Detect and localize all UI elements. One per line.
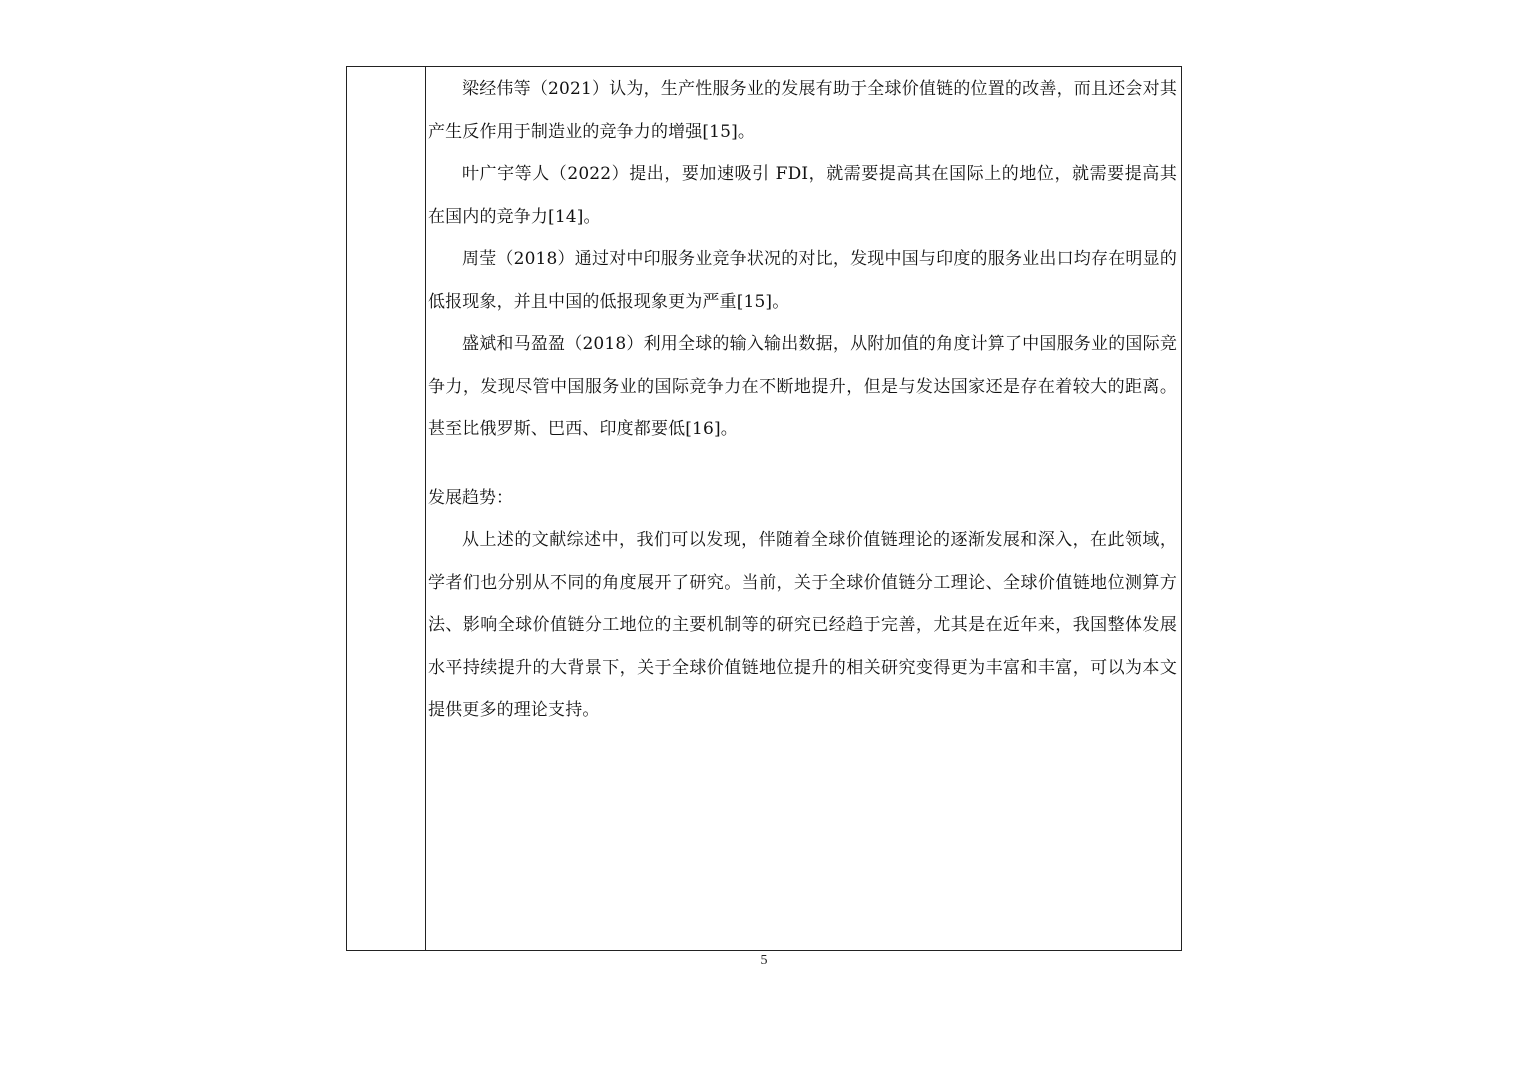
paragraph-sheng: 盛斌和马盈盈（2018）利用全球的输入输出数据，从附加值的角度计算了中国服务业的国际竞争力，发现尽管中国服务业的国际竞争力在不断地提升，但是与发达国家还是存在着较大的距离。甚至比俄罗斯、巴西、印度都要低[16]。 [428,334,1177,439]
table-right-cell [426,67,1181,950]
table-left-cell [347,67,426,950]
page-number: 5 [760,953,768,968]
paragraph-zhou: 周莹（2018）通过对中印服务业竞争状况的对比，发现中国与印度的服务业出口均存在明显的低报现象，并且中国的低报现象更为严重[15]。 [428,249,1177,312]
content-table [346,66,1182,951]
trend-paragraph: 从上述的文献综述中，我们可以发现，伴随着全球价值链理论的逐渐发展和深入，在此领域，学者们也分别从不同的角度展开了研究。当前，关于全球价值链分工理论、全球价值链地位测算方法、影响全球价值链分工地位的主要机制等的研究已经趋于完善，尤其是在近年来，我国整体发展水平持续提升的大背景下，关于全球价值链地位提升的相关研究变得更为丰富和丰富，可以为本文提供更多的理论支持。 [428,530,1177,720]
paragraph-liang: 梁经伟等（2021）认为，生产性服务业的发展有助于全球价值链的位置的改善，而且还会对其产生反作用于制造业的竞争力的增强[15]。 [428,79,1177,142]
trend-heading: 发展趋势： [428,487,513,508]
paragraph-ye: 叶广宇等人（2022）提出，要加速吸引 FDI，就需要提高其在国际上的地位，就需要提高其在国内的竞争力[14]。 [428,164,1177,227]
